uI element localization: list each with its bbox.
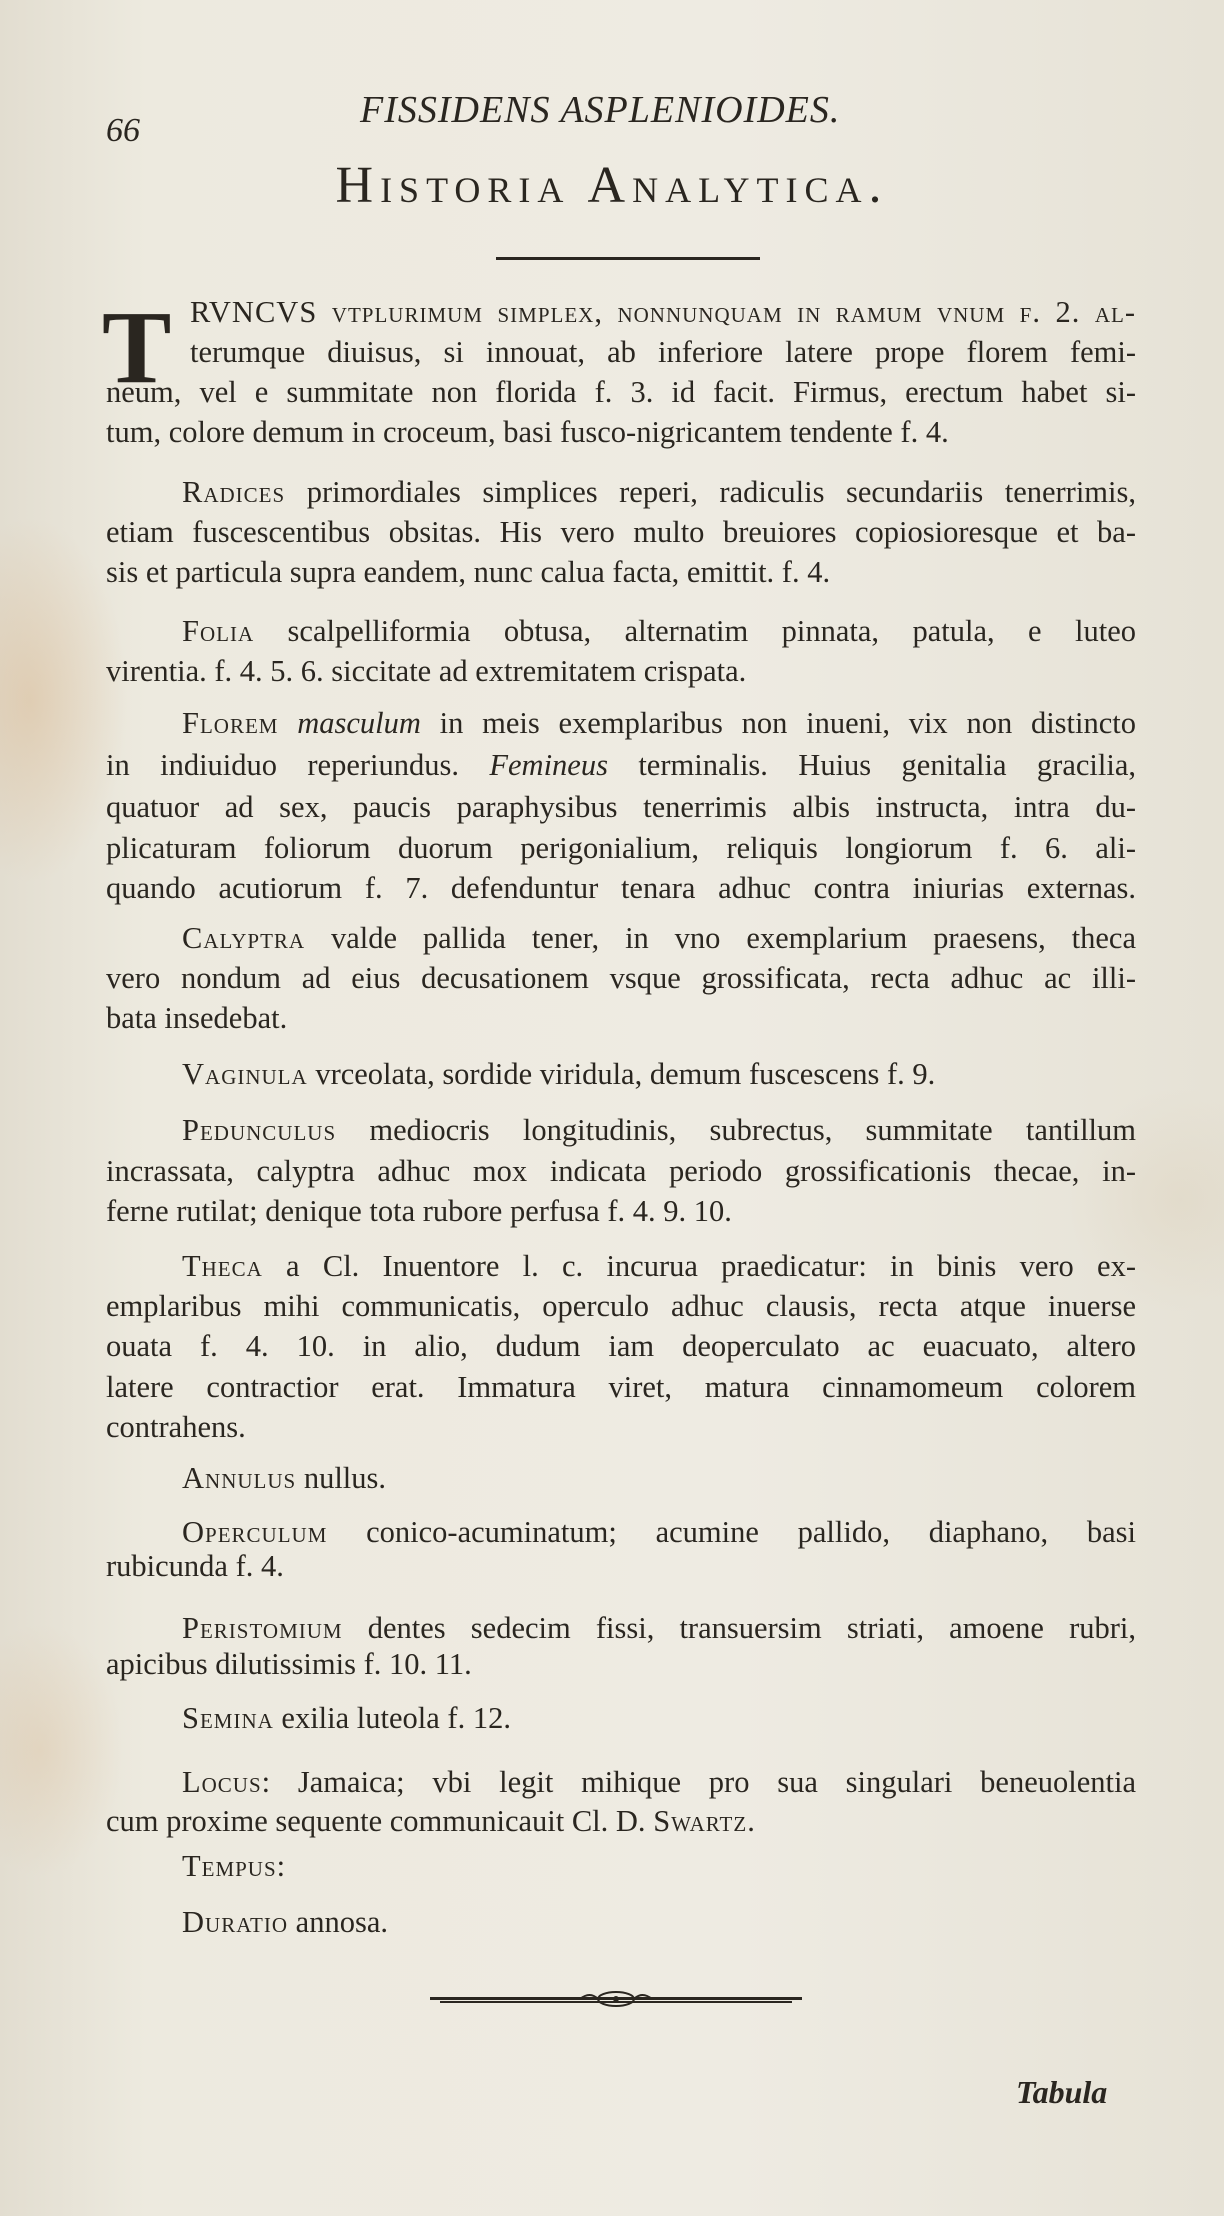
- tempus-lead: Tempus: [182, 1849, 277, 1883]
- duratio-lead: Duratio: [182, 1905, 289, 1939]
- radices-lead: Radices: [182, 475, 286, 509]
- catchword: Tabula: [1016, 2074, 1108, 2110]
- running-head: FISSIDENS ASPLENIOIDES.: [360, 89, 841, 131]
- peristomium-line-2: apicibus dilutissimis f. 10. 11.: [106, 1647, 472, 1681]
- florem-lead: Florem: [182, 706, 279, 740]
- peristomium-lead: Peristomium: [182, 1611, 343, 1645]
- vaginula-lead: Vaginula: [182, 1057, 308, 1091]
- peristomium-line-1: Peristomium dentes sedecim fissi, transuersim striati, amoene rubri,: [182, 1611, 1136, 1645]
- locus-line-1: Locus: Jamaica; vbi legit mihique pro sua singulari beneuolentia: [182, 1765, 1136, 1799]
- truncus-line-4: tum, colore demum in croceum, basi fusco-nigricantem tendente f. 4.: [106, 415, 949, 449]
- folia-lead: Folia: [182, 614, 255, 648]
- theca-line-1: Theca a Cl. Inuentore l. c. incurua praedicatur: in binis vero ex-: [182, 1249, 1136, 1283]
- theca-lead: Theca: [182, 1249, 263, 1283]
- operculum-line-2: rubicunda f. 4.: [106, 1549, 284, 1583]
- annulus-lead: Annulus: [182, 1461, 297, 1495]
- operculum-lead: Operculum: [182, 1515, 328, 1549]
- annulus-line-1: Annulus nullus.: [182, 1461, 387, 1495]
- title-rule: [496, 257, 760, 260]
- ornamental-rule: [430, 1987, 802, 2011]
- radices-line-1: Radices primordiales simplices reperi, radiculis secundariis tenerrimis,: [182, 475, 1136, 509]
- florem-line-1: Florem masculum in meis exemplaribus non inueni, vix non distincto: [182, 706, 1137, 740]
- vaginula-line-1: Vaginula vrceolata, sordide viridula, demum fuscescens f. 9.: [182, 1057, 936, 1091]
- florem-line-5: quando acutiorum f. 7. defenduntur tenara adhuc contra iniurias externas.: [106, 871, 1136, 905]
- florem-line-2: in indiuiduo reperiundus. Femineus terminalis. Huius genitalia gracilia,: [106, 748, 1136, 782]
- pedunculus-line-3: ferne rutilat; denique tota rubore perfusa f. 4. 9. 10.: [106, 1194, 732, 1228]
- calyptra-line-3: bata insedebat.: [106, 1001, 288, 1035]
- florem-line-3: quatuor ad sex, paucis paraphysibus tenerrimis albis instructa, intra du-: [106, 790, 1136, 824]
- florem-line-4: plicaturam foliorum duorum perigonialium, reliquis longiorum f. 6. ali-: [106, 831, 1136, 865]
- theca-line-5: contrahens.: [106, 1410, 246, 1444]
- folia-line-2: virentia. f. 4. 5. 6. siccitate ad extremitatem crispata.: [106, 654, 747, 688]
- theca-line-2: emplaribus mihi communicatis, operculo adhuc clausis, recta atque inuerse: [106, 1289, 1136, 1323]
- semina-lead: Semina: [182, 1701, 274, 1735]
- tempus-line-1: Tempus:: [182, 1849, 286, 1883]
- semina-line-1: Semina exilia luteola f. 12.: [182, 1701, 511, 1735]
- page-number: 66: [106, 112, 140, 149]
- calyptra-line-2: vero nondum ad eius decusationem vsque grossificata, recta adhuc ac illi-: [106, 961, 1136, 995]
- pedunculus-line-1: Pedunculus mediocris longitudinis, subrectus, summitate tantillum: [182, 1113, 1136, 1147]
- locus-lead: Locus: [182, 1765, 262, 1799]
- operculum-line-1: Operculum conico-acuminatum; acumine pallido, diaphano, basi: [182, 1515, 1136, 1549]
- duratio-line-1: Duratio annosa.: [182, 1905, 388, 1939]
- folia-line-1: Folia scalpelliformia obtusa, alternatim pinnata, patula, e luteo: [182, 614, 1136, 648]
- truncus-line-1: RVNCVS vtplurimum simplex, nonnunquam in ramum vnum f. 2. al-: [190, 295, 1136, 329]
- radices-line-3: sis et particula supra eandem, nunc calua facta, emittit. f. 4.: [106, 555, 831, 589]
- theca-line-3: ouata f. 4. 10. in alio, dudum iam deoperculato ac euacuato, altero: [106, 1329, 1136, 1363]
- theca-line-4: latere contractior erat. Immatura viret, matura cinnamomeum colorem: [106, 1370, 1136, 1404]
- calyptra-line-1: Calyptra valde pallida tener, in vno exemplarium praesens, theca: [182, 921, 1136, 955]
- pedunculus-lead: Pedunculus: [182, 1113, 337, 1147]
- section-title: Historia Analytica.: [335, 157, 889, 214]
- radices-line-2: etiam fuscescentibus obsitas. His vero multo breuiores copiosioresque et ba-: [106, 515, 1136, 549]
- calyptra-lead: Calyptra: [182, 921, 306, 955]
- truncus-line-3: neum, vel e summitate non florida f. 3. id facit. Firmus, erectum habet si-: [106, 375, 1136, 409]
- drop-cap: T: [102, 290, 172, 405]
- locus-line-2: cum proxime sequente communicauit Cl. D. Swartz.: [106, 1804, 755, 1838]
- pedunculus-line-2: incrassata, calyptra adhuc mox indicata periodo grossificationis thecae, in-: [106, 1154, 1136, 1188]
- truncus-line-2: terumque diuisus, si innouat, ab inferiore latere prope florem femi-: [190, 335, 1136, 369]
